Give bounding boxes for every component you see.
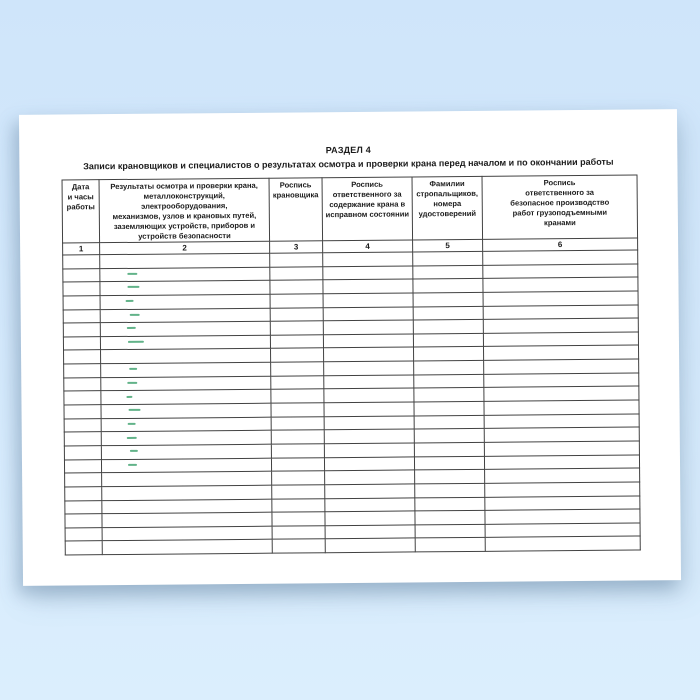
empty-cell xyxy=(325,525,415,539)
empty-cell xyxy=(484,455,639,470)
empty-cell xyxy=(414,456,484,470)
scan-artifact xyxy=(130,314,140,316)
empty-cell xyxy=(272,471,325,485)
empty-cell xyxy=(485,523,640,538)
table-body xyxy=(63,250,641,555)
empty-cell xyxy=(271,444,324,458)
scan-artifact xyxy=(127,286,139,288)
empty-cell xyxy=(323,279,413,293)
empty-cell xyxy=(325,497,415,511)
column-number: 5 xyxy=(413,239,483,252)
empty-cell xyxy=(415,470,485,484)
empty-cell xyxy=(484,441,639,456)
empty-cell xyxy=(101,444,271,459)
empty-cell xyxy=(483,277,638,292)
empty-cell xyxy=(485,482,640,497)
empty-cell xyxy=(415,497,485,511)
empty-cell xyxy=(324,416,414,430)
empty-cell xyxy=(414,360,484,374)
scan-artifact-layer xyxy=(19,109,677,115)
empty-cell xyxy=(102,499,272,514)
empty-cell xyxy=(101,349,271,364)
empty-cell xyxy=(64,364,101,378)
scan-artifact xyxy=(127,273,137,275)
empty-cell xyxy=(270,307,323,321)
column-number: 2 xyxy=(100,241,270,254)
empty-cell xyxy=(100,321,270,336)
empty-cell xyxy=(413,265,483,279)
empty-cell xyxy=(65,514,102,528)
empty-cell xyxy=(101,417,271,432)
empty-cell xyxy=(323,334,413,348)
empty-cell xyxy=(65,541,102,555)
empty-cell xyxy=(64,350,101,364)
empty-cell xyxy=(272,498,325,512)
empty-cell xyxy=(64,459,101,473)
empty-cell xyxy=(483,264,638,279)
empty-cell xyxy=(324,375,414,389)
empty-cell xyxy=(65,500,102,514)
empty-cell xyxy=(414,388,484,402)
scan-artifact xyxy=(126,396,132,398)
empty-cell xyxy=(415,511,485,525)
empty-cell xyxy=(484,386,639,401)
empty-cell xyxy=(63,255,100,269)
empty-cell xyxy=(65,527,102,541)
empty-cell xyxy=(325,511,415,525)
header-date-hours: Дата и часы работы xyxy=(62,180,100,243)
empty-cell xyxy=(323,307,413,321)
column-number: 3 xyxy=(270,241,323,253)
empty-cell xyxy=(64,418,101,432)
empty-cell xyxy=(272,485,325,499)
empty-cell xyxy=(484,400,639,415)
empty-cell xyxy=(413,306,483,320)
empty-cell xyxy=(100,267,270,282)
document-subtitle: Записи крановщиков и специалистов о результатах осмотра и проверки крана перед началом и по окончании работы xyxy=(83,156,614,172)
scan-artifact xyxy=(126,300,134,302)
empty-cell xyxy=(484,373,639,388)
empty-cell xyxy=(64,405,101,419)
empty-cell xyxy=(100,253,270,268)
empty-cell xyxy=(483,345,638,360)
empty-cell xyxy=(414,401,484,415)
column-number: 1 xyxy=(63,243,100,255)
scan-artifact xyxy=(127,437,137,439)
empty-cell xyxy=(414,429,484,443)
empty-cell xyxy=(101,403,271,418)
empty-cell xyxy=(415,538,485,552)
empty-cell xyxy=(271,348,324,362)
empty-cell xyxy=(270,321,323,335)
column-number: 6 xyxy=(483,238,638,251)
empty-cell xyxy=(413,279,483,293)
empty-cell xyxy=(270,253,323,267)
empty-cell xyxy=(102,526,272,541)
empty-cell xyxy=(102,485,272,500)
empty-cell xyxy=(323,266,413,280)
empty-cell xyxy=(63,282,100,296)
empty-cell xyxy=(483,318,638,333)
column-number: 4 xyxy=(323,240,413,253)
empty-cell xyxy=(484,427,639,442)
scan-artifact xyxy=(128,423,136,425)
empty-cell xyxy=(272,539,325,553)
empty-cell xyxy=(102,471,272,486)
empty-cell xyxy=(324,347,414,361)
empty-cell xyxy=(271,403,324,417)
empty-cell xyxy=(483,332,638,347)
empty-cell xyxy=(271,457,324,471)
scan-artifact xyxy=(128,464,137,466)
empty-cell xyxy=(65,473,102,487)
empty-cell xyxy=(272,512,325,526)
empty-cell xyxy=(271,375,324,389)
header-safety-responsible-signature: Роспись ответственного за безопасное производство работ грузоподъемными кранами xyxy=(482,175,638,239)
empty-cell xyxy=(483,305,638,320)
empty-cell xyxy=(414,442,484,456)
empty-cell xyxy=(271,389,324,403)
document-page xyxy=(19,109,681,586)
empty-cell xyxy=(484,359,639,374)
scan-artifact xyxy=(130,450,138,452)
empty-cell xyxy=(100,280,270,295)
scan-artifact xyxy=(128,341,144,343)
scan-artifact xyxy=(129,409,141,411)
header-slingers-names: Фамилии стропальщиков, номера удостоверений xyxy=(412,176,483,240)
empty-cell xyxy=(414,347,484,361)
empty-cell xyxy=(64,391,101,405)
empty-cell xyxy=(413,292,483,306)
empty-cell xyxy=(272,526,325,540)
header-inspection-results: Результаты осмотра и проверки крана, металлоконструкций, электрооборудования, механизмов, узлов и крановых путей, заземляющих устройств, приборов и устройств безопасности xyxy=(99,178,270,242)
empty-cell xyxy=(65,487,102,501)
empty-cell xyxy=(63,323,100,337)
scan-artifact xyxy=(127,382,137,384)
scan-artifact xyxy=(127,327,136,329)
empty-cell xyxy=(324,429,414,443)
empty-cell xyxy=(271,430,324,444)
empty-cell xyxy=(325,538,415,552)
table-header-row xyxy=(62,175,638,243)
empty-cell xyxy=(64,446,101,460)
empty-cell xyxy=(415,524,485,538)
empty-cell xyxy=(324,388,414,402)
empty-cell xyxy=(323,252,413,266)
empty-cell xyxy=(101,458,271,473)
empty-cell xyxy=(324,457,414,471)
empty-cell xyxy=(325,484,415,498)
header-operator-signature: Роспись крановщика xyxy=(269,178,323,241)
empty-cell xyxy=(485,509,640,524)
section-title: РАЗДЕЛ 4 xyxy=(325,144,371,156)
empty-cell xyxy=(270,294,323,308)
empty-cell xyxy=(485,536,640,551)
empty-cell xyxy=(485,468,640,483)
empty-cell xyxy=(270,266,323,280)
empty-cell xyxy=(483,250,638,265)
empty-cell xyxy=(102,512,272,527)
empty-cell xyxy=(413,251,483,265)
empty-cell xyxy=(323,320,413,334)
empty-cell xyxy=(101,362,271,377)
records-table xyxy=(62,174,641,555)
empty-cell xyxy=(324,443,414,457)
empty-cell xyxy=(271,362,324,376)
empty-cell xyxy=(415,483,485,497)
empty-cell xyxy=(325,470,415,484)
empty-cell xyxy=(63,268,100,282)
empty-cell xyxy=(63,309,100,323)
empty-cell xyxy=(271,416,324,430)
empty-cell xyxy=(102,540,272,555)
empty-cell xyxy=(100,308,270,323)
empty-cell xyxy=(483,291,638,306)
empty-cell xyxy=(324,402,414,416)
empty-cell xyxy=(413,333,483,347)
empty-cell xyxy=(64,432,101,446)
empty-cell xyxy=(100,335,270,350)
empty-cell xyxy=(270,335,323,349)
empty-cell xyxy=(414,374,484,388)
empty-cell xyxy=(414,415,484,429)
empty-cell xyxy=(485,496,640,511)
scan-artifact xyxy=(129,368,137,370)
empty-cell xyxy=(413,320,483,334)
empty-cell xyxy=(63,296,100,310)
empty-cell xyxy=(484,414,639,429)
empty-cell xyxy=(63,337,100,351)
empty-cell xyxy=(270,280,323,294)
empty-cell xyxy=(324,361,414,375)
empty-cell xyxy=(323,293,413,307)
empty-cell xyxy=(64,377,101,391)
header-maintenance-responsible-signature: Роспись ответственного за содержание крана в исправном состоянии xyxy=(322,177,413,241)
